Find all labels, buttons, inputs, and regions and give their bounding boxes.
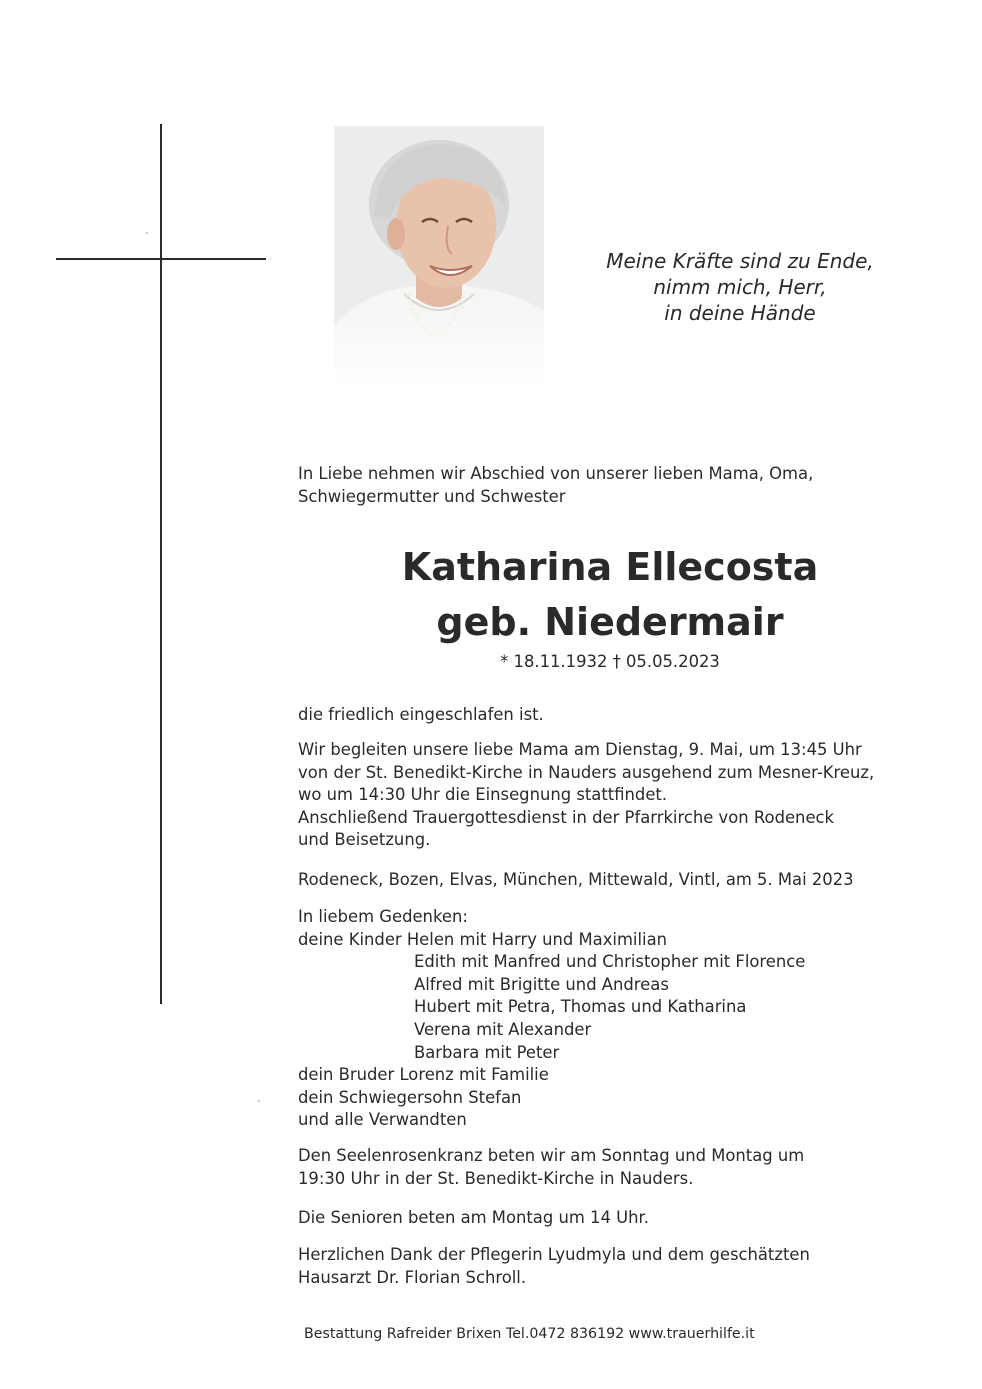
place-date: Rodeneck, Bozen, Elvas, München, Mittewald, Vintl, am 5. Mai 2023 — [298, 870, 854, 889]
child-entry: Barbara mit Peter — [414, 1042, 560, 1062]
thanks-line: Hausarzt Dr. Florian Schroll. — [298, 1267, 527, 1287]
child-entry: Alfred mit Brigitte und Andreas — [414, 974, 669, 994]
life-dates: * 18.11.1932 † 05.05.2023 — [500, 652, 720, 671]
mourners-list — [298, 906, 805, 1132]
thanks-text — [298, 1244, 810, 1289]
scan-speck — [146, 232, 148, 234]
funeral-line: und Beisetzung. — [298, 830, 431, 850]
children-intro: deine Kinder Helen mit Harry und Maximilian — [298, 929, 668, 949]
relative-entry: dein Schwiegersohn Stefan — [298, 1087, 522, 1107]
funeral-home-footer: Bestattung Rafreider Brixen Tel.0472 836192 www.trauerhilfe.it — [304, 1326, 755, 1342]
relative-entry: und alle Verwandten — [298, 1110, 467, 1130]
quote-line: Meine Kräfte sind zu Ende, — [606, 249, 874, 273]
child-entry: Verena mit Alexander — [414, 1019, 592, 1039]
thanks-line: Herzlichen Dank der Pflegerin Lyudmyla und dem geschätzten — [298, 1245, 810, 1264]
funeral-line: von der St. Benedikt-Kirche in Nauders ausgehend zum Mesner-Kreuz, — [298, 762, 875, 782]
rosary-info — [298, 1145, 804, 1190]
deceased-maiden-name: geb. Niedermair — [436, 600, 784, 644]
seniors-prayer: Die Senioren beten am Montag um 14 Uhr. — [298, 1208, 649, 1227]
quote-line: in deine Hände — [664, 301, 816, 325]
cross-horizontal-bar — [56, 258, 266, 260]
cross-vertical-bar — [160, 124, 162, 1004]
intro-line: Schwiegermutter und Schwester — [298, 486, 566, 506]
child-entry: Hubert mit Petra, Thomas und Katharina — [414, 997, 747, 1017]
mourners-heading: In liebem Gedenken: — [298, 907, 468, 926]
intro-line: In Liebe nehmen wir Abschied von unserer lieben Mama, Oma, — [298, 464, 814, 483]
quote-block — [600, 248, 880, 326]
portrait-photo — [334, 126, 544, 388]
funeral-line: wo um 14:30 Uhr die Einsegnung stattfindet. — [298, 785, 668, 805]
quote-line: nimm mich, Herr, — [653, 275, 827, 299]
funeral-details — [298, 739, 874, 852]
deceased-name: Katharina Ellecosta — [401, 545, 819, 589]
rosary-line: 19:30 Uhr in der St. Benedikt-Kirche in Nauders. — [298, 1168, 694, 1188]
intro-text — [298, 463, 813, 508]
child-entry: Edith mit Manfred und Christopher mit Florence — [414, 952, 806, 972]
funeral-line: Wir begleiten unsere liebe Mama am Dienstag, 9. Mai, um 13:45 Uhr — [298, 740, 862, 759]
scan-speck — [258, 1100, 260, 1102]
relative-entry: dein Bruder Lorenz mit Familie — [298, 1065, 549, 1085]
rosary-line: Den Seelenrosenkranz beten wir am Sonntag und Montag um — [298, 1146, 805, 1165]
funeral-line: Anschließend Trauergottesdienst in der Pfarrkirche von Rodeneck — [298, 807, 835, 827]
passing-text: die friedlich eingeschlafen ist. — [298, 705, 544, 724]
